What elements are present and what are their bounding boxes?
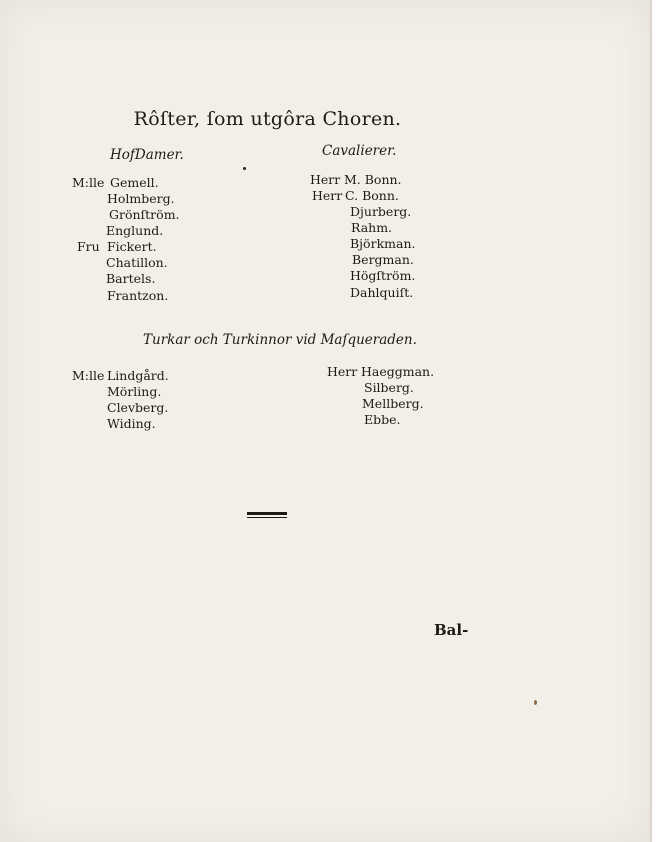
prefix-fru: Fru [77,239,100,254]
prefix-herr: Herr [327,364,358,379]
hofdamer-name: Frantzon. [107,288,169,303]
cavalier-name: Högſtröm. [350,268,416,283]
section-rule-thin [247,517,287,518]
catchword: Bal- [434,621,469,639]
turkinna-name: Clevberg. [107,400,169,415]
turk-name: Ebbe. [364,412,401,427]
turkinna-name: Lindgård. [107,368,169,383]
cavalier-name: C. Bonn. [345,188,399,203]
hofdamer-name: Bartels. [106,271,156,286]
hofdamer-name: Fickert. [107,239,157,254]
paper-speck [534,700,537,705]
prefix-mlle: M:lle [72,175,105,190]
cavalier-name: M. Bonn. [344,172,402,187]
turkinna-name: Widing. [107,416,156,431]
hofdamer-name: Gemell. [110,175,159,190]
hofdamer-name: Chatillon. [106,255,168,270]
paper-speck [243,167,246,170]
turk-name: Silberg. [364,380,414,395]
prefix-herr: Herr [310,172,341,187]
cavalier-name: Dahlquiſt. [350,285,414,300]
turk-name: Haeggman. [361,364,435,379]
turk-name: Mellberg. [362,396,424,411]
header-cavalierer: Cavalierer. [322,143,397,159]
hofdamer-name: Grönſtröm. [109,207,180,222]
header-hofdamer: HofDamer. [110,147,184,163]
cavalier-name: Rahm. [351,220,393,235]
cavalier-name: Djurberg. [350,204,412,219]
page-title: Rôſter, ſom utgôra Choren. [133,108,402,130]
hofdamer-name: Englund. [106,223,164,238]
section-rule [247,512,287,515]
cavalier-name: Bergman. [352,252,414,267]
header-turkar: Turkar och Turkinnor vid Maſqueraden. [143,332,417,348]
prefix-herr: Herr [312,188,343,203]
hofdamer-name: Holmberg. [107,191,175,206]
prefix-mlle: M:lle [72,368,105,383]
turkinna-name: Mörling. [107,384,162,399]
cavalier-name: Björkman. [350,236,416,251]
